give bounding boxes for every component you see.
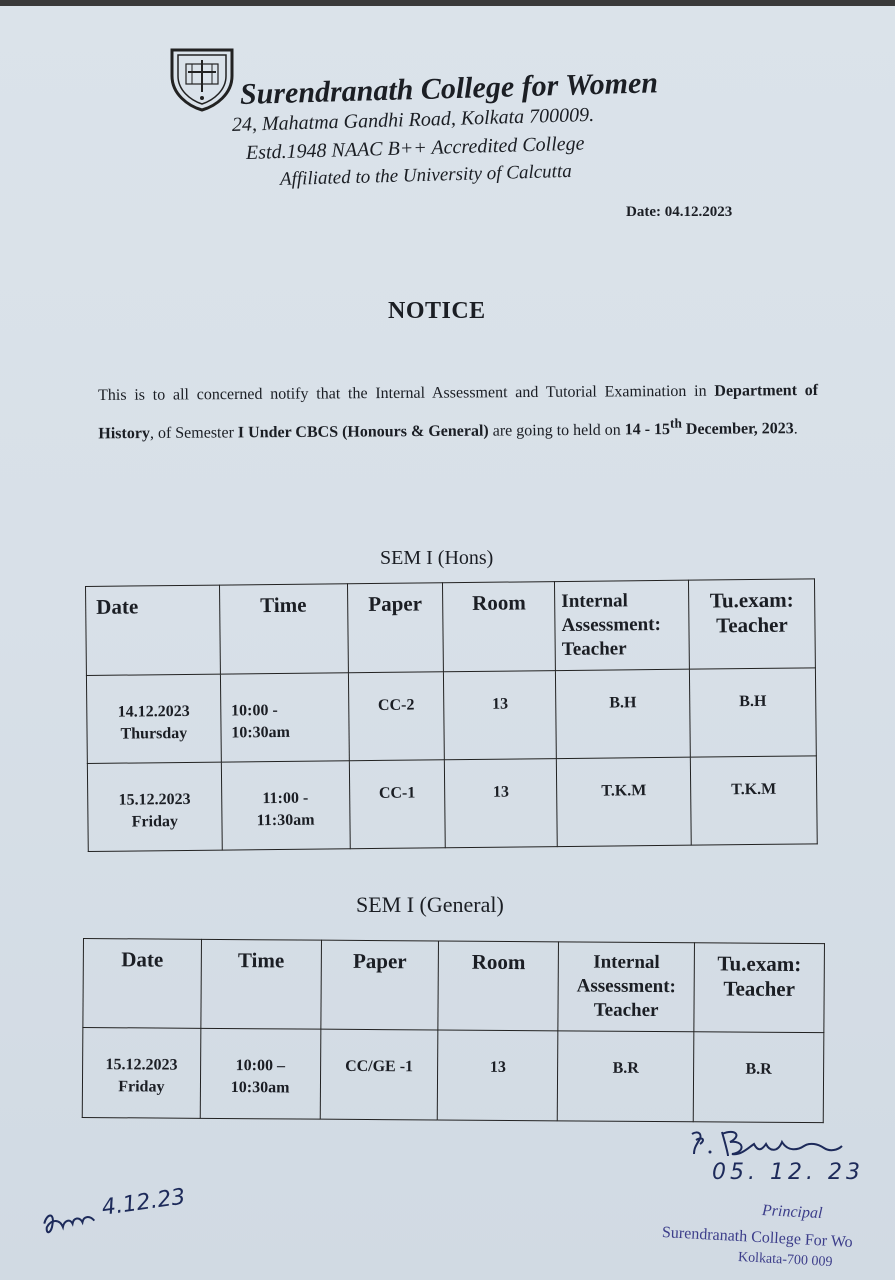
college-affiliation: Affiliated to the University of Calcutta bbox=[279, 160, 572, 190]
initials-date: 4.12.23 bbox=[100, 1184, 187, 1221]
stamp-college: Surendranath College For Wo bbox=[661, 1224, 854, 1251]
col-time: Time bbox=[201, 939, 321, 1029]
signature-date: 05. 12. 23 bbox=[712, 1160, 864, 1185]
table-row bbox=[86, 668, 816, 764]
top-edge bbox=[0, 0, 895, 6]
row-time-start: 10:00 - bbox=[230, 701, 278, 720]
cell-date bbox=[82, 1028, 200, 1119]
body-department: Department of History bbox=[98, 381, 819, 443]
body-end: . bbox=[793, 420, 798, 438]
notice-title: NOTICE bbox=[388, 298, 486, 324]
col-paper: Paper bbox=[347, 583, 444, 673]
cell-date bbox=[86, 674, 221, 763]
cell-date bbox=[87, 762, 222, 851]
sem-hons-table bbox=[85, 578, 818, 852]
col-tutorial-exam: Tu.exam: Teacher bbox=[694, 943, 825, 1033]
body-exam-dates bbox=[624, 415, 794, 439]
body-text-3: are going to held on bbox=[488, 421, 625, 440]
cell-time bbox=[220, 673, 349, 762]
body-dates-sup: th bbox=[669, 415, 682, 432]
body-semester: I Under CBCS (Honours & General) bbox=[237, 422, 489, 442]
cell-room: 13 bbox=[445, 759, 558, 848]
cell-paper: CC-2 bbox=[348, 672, 445, 761]
body-text-1: This is to all concerned notify that the Internal Assessment and Tutorial Examination in bbox=[98, 382, 707, 404]
row-date: 15.12.2023 bbox=[118, 790, 191, 809]
notice-body bbox=[98, 375, 818, 450]
col-date: Date bbox=[86, 585, 221, 675]
row-date: 15.12.2023 bbox=[105, 1056, 178, 1074]
cell-ia-teacher: T.K.M bbox=[557, 757, 692, 846]
row-day: Friday bbox=[131, 813, 179, 831]
table-row bbox=[87, 756, 817, 852]
table-row bbox=[82, 1028, 824, 1123]
table-header-row bbox=[83, 939, 825, 1033]
col-room: Room bbox=[443, 582, 556, 672]
col-room: Room bbox=[438, 941, 558, 1031]
cell-paper: CC-1 bbox=[349, 760, 446, 849]
row-time-end: 10:30am bbox=[230, 1079, 290, 1097]
col-internal-assessment: Internal Assessment: Teacher bbox=[555, 580, 690, 670]
stamp-title: Principal bbox=[761, 1202, 823, 1223]
col-date: Date bbox=[83, 939, 201, 1029]
body-dates: 14 - 15 bbox=[624, 421, 671, 439]
cell-room: 13 bbox=[444, 671, 557, 760]
initials-signature bbox=[38, 1196, 103, 1244]
sem-hons-title: SEM I (Hons) bbox=[380, 547, 494, 569]
body-month: December, 2023 bbox=[681, 420, 794, 439]
cell-tu-teacher: T.K.M bbox=[690, 756, 817, 845]
col-paper: Paper bbox=[320, 940, 438, 1030]
cell-paper: CC/GE -1 bbox=[320, 1029, 438, 1120]
principal-signature bbox=[688, 1126, 848, 1162]
row-time-end: 11:30am bbox=[256, 811, 315, 830]
col-tutorial-exam: Tu.exam: Teacher bbox=[689, 579, 816, 669]
table-header-row bbox=[86, 579, 816, 676]
row-time-end: 10:30am bbox=[231, 723, 291, 742]
cell-tu-teacher: B.H bbox=[689, 668, 816, 757]
college-address: 24, Mahatma Gandhi Road, Kolkata 700009. bbox=[231, 103, 595, 136]
sem-general-title: SEM I (General) bbox=[356, 892, 504, 917]
row-time-start: 10:00 – bbox=[235, 1057, 286, 1075]
col-time: Time bbox=[219, 584, 348, 674]
row-date: 14.12.2023 bbox=[117, 702, 190, 721]
cell-time bbox=[221, 761, 350, 850]
college-accreditation: Estd.1948 NAAC B++ Accredited College bbox=[245, 132, 585, 164]
row-day: Thursday bbox=[120, 724, 188, 743]
body-text-2: , of Semester bbox=[149, 424, 238, 442]
cell-ia-teacher: B.H bbox=[556, 669, 691, 758]
cell-tu-teacher: B.R bbox=[693, 1032, 824, 1123]
notice-date: Date: 04.12.2023 bbox=[626, 204, 733, 220]
cell-ia-teacher: B.R bbox=[557, 1031, 694, 1122]
cell-time bbox=[200, 1028, 320, 1119]
sem-general-table bbox=[82, 938, 825, 1123]
col-internal-assessment: Internal Assessment: Teacher bbox=[558, 942, 695, 1032]
row-day: Friday bbox=[118, 1078, 165, 1096]
cell-room: 13 bbox=[438, 1030, 558, 1121]
college-crest-icon bbox=[168, 46, 236, 112]
college-name: Surendranath College for Women bbox=[239, 66, 659, 111]
stamp-city: Kolkata-700 009 bbox=[737, 1250, 833, 1270]
row-time-start: 11:00 - bbox=[262, 789, 309, 808]
